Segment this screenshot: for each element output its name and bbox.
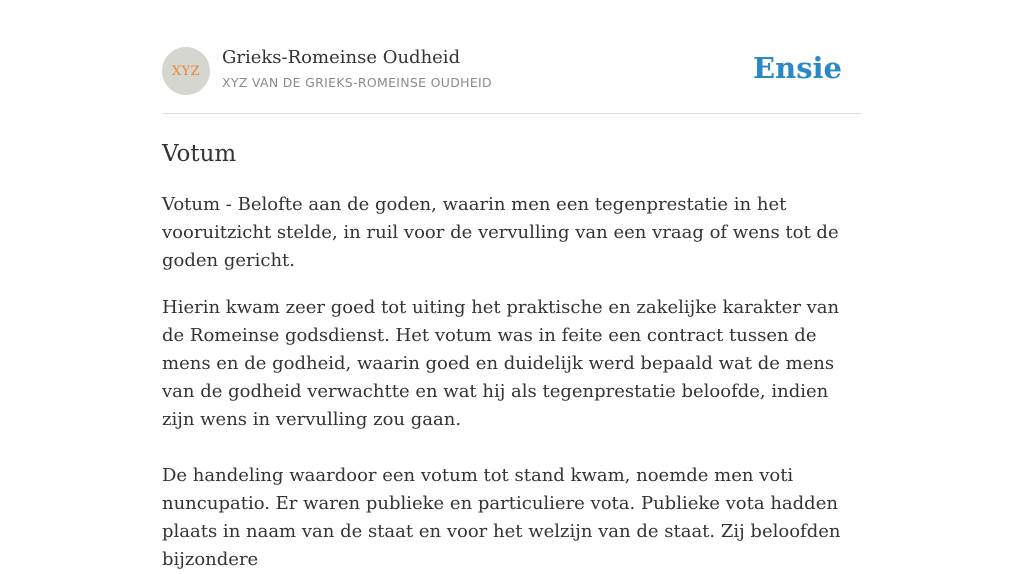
avatar[interactable]: [162, 47, 210, 95]
brand-logo-link[interactable]: Ensie: [753, 51, 842, 85]
site-subtitle: XYZ VAN DE GRIEKS-ROMEINSE OUDHEID: [222, 75, 492, 90]
avatar-initials: XYZ: [171, 63, 201, 79]
page: [162, 0, 862, 574]
article-body: [162, 191, 862, 574]
site-name[interactable]: Grieks-Romeinse Oudheid: [222, 47, 461, 68]
site-header: [162, 0, 862, 114]
article-title: Votum: [162, 141, 237, 167]
article-paragraph: Votum - Belofte aan de goden, waarin men een tegenprestatie in het vooruitzicht stelde, in ruil voor de vervulling van een vraag of wens tot de goden gericht.: [162, 194, 839, 271]
article-paragraph: Hierin kwam zeer goed tot uiting het praktische en zakelijke karakter van de Romeinse godsdienst. Het votum was in feite een contract tussen de mens en de godheid, waarin goed en duidelijk werd bepaald wat de mens van de godheid verwachtte en wat hij als tegenprestatie beloofde, indien zijn wens in vervulling zou gaan. De handeling waardoor een votum tot stand kwam, noemde men voti nuncupatio. Er waren publieke en particuliere vota. Publieke vota hadden plaats in naam van de staat en voor het welzijn van de staat. Zij beloofden bijzondere: [162, 297, 841, 570]
